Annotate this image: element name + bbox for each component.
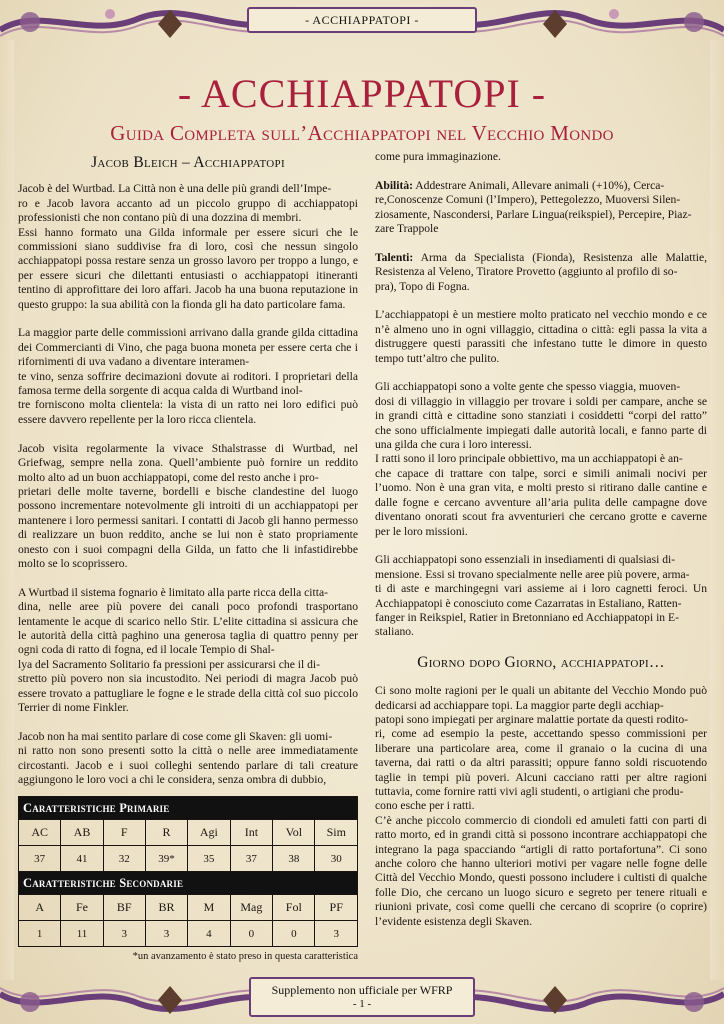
paragraph: Ci sono molte ragioni per le quali un abitante del Vecchio Mondo può dedicarsi ad acchiappare topi. La maggior parte degli acchiap- patopi sono impiegati per arginare malattie portate da questi rodito- ri, come ad esempio la peste, accettando spesso commissioni per liberare una particolare area, come il granaio o la cucina di una taverna, dai ratti o da altri parassiti; oppure fanno soldi riscuotendo taglie in tempi più poveri. Alcuni cacciano ratti per altre ragioni tuttavia, come fornire ratti vivi agli studenti, o artigiani che produ- cono esche per i ratti. [375, 684, 707, 813]
stat-label: Sim [315, 820, 358, 846]
left-edge-ornament [0, 40, 14, 980]
paragraph: A Wurtbad il sistema fognario è limitato alla parte ricca della citta- dina, nelle aree più povere dei canali poco profondi trasportano lentamente le acque di scarico nello Stir. L’elite cittadina si assicura che le autorità della città paghino una generosa taglia di quattro penny per ogni coda di ratto di fogna, ed il locale Tempio di Shal- lya del Sacramento Solitario fa pressioni per assicurarsi che il di- stretto più povero non sia incustodito. Nei periodi di magra Jacob può essere trovato a pattugliare le fogne e le strade della città col suo piccolo Terrier di nome Finkler. [18, 585, 358, 714]
secondary-stats-header: Caratteristiche Secondarie [19, 872, 358, 895]
primary-stats-header-row [19, 797, 358, 820]
stat-label: Int [230, 820, 273, 846]
abilities-text: Addestrare Animali, Allevare animali (+10%), Cerca- re,Conoscenze Comuni (l’Impero), Pettegolezzo, Muoversi Silen- ziosamente, Nascondersi, Parlare Lingua(reikspiel), Percepire, Piaz- zare Trappole [375, 178, 692, 236]
running-header: - ACCHIAPPATOPI - [305, 13, 419, 27]
stat-label: BR [145, 895, 187, 921]
stat-value: 0 [273, 921, 315, 947]
stat-value: 30 [315, 846, 358, 872]
stat-value: 1 [19, 921, 61, 947]
stat-value: 38 [273, 846, 315, 872]
stat-label: AC [19, 820, 61, 846]
secondary-stats-header-row [19, 872, 358, 895]
stat-label: R [145, 820, 187, 846]
stat-value: 0 [230, 921, 273, 947]
talents-text: Arma da Specialista (Fionda), Resistenza alle Malattie, Resistenza al Veleno, Tiratore Provetto (aggiunto al profilo di so- pra), Topo di Fogna. [375, 250, 707, 293]
paragraph: Jacob non ha mai sentito parlare di cose come gli Skaven: gli uomi- ni ratto non sono presenti sotto la città o nelle aree immediatamente circostanti. Jacob e i suoi colleghi sentendo parlare di tali creature aggiungono le loro voci a chi le considera, senza ombra di dubbio, [18, 729, 358, 786]
paragraph: La maggior parte delle commissioni arrivano dalla grande gilda cittadina dei Commercianti di Vino, che paga buona moneta per essere certa che i rifornimenti di uva vadano a diventare interamen- te vino, senza soffrire decimazioni dovute ai roditori. I proprietari della famosa terme della sorgente di acqua calda di Wurtband inol- tre forniscono molta clientela: la vista di un ratto nei loro edifici può essere davvero repellente per la loro ricca clientela. [18, 326, 358, 426]
top-ornamental-border [0, 0, 724, 56]
stat-value: 37 [19, 846, 61, 872]
stat-label: F [103, 820, 145, 846]
stat-label: PF [315, 895, 358, 921]
abilities-paragraph [375, 179, 707, 237]
stat-value: 35 [188, 846, 230, 872]
stat-value: 39* [145, 846, 187, 872]
paragraph: L’acchiappatopi è un mestiere molto praticato nel vecchio mondo e ce n’è almeno uno in ogni villaggio, cittadina o città: egli passa la vita a distruggere questi parassiti che infestano tutte le dimore in questo tempo tutt’altro che pulito. [375, 308, 707, 365]
abilities-label: Abilità: [375, 178, 414, 192]
talents-label: Talenti: [375, 250, 414, 264]
left-column [18, 150, 358, 787]
secondary-labels-row [19, 895, 358, 921]
stat-label: Agi [188, 820, 230, 846]
paragraph: I ratti sono il loro principale obbiettivo, ma un acchiappatopi è an- che capace di trattare con talpe, sorci e simili animali nocivi per l’uomo. Non è una gran vita, e molti presto si ritirano dalle cantine e dalle fogne e cercano avventure all’aria pulita delle campagne dove diventano onorati scout fra avventurieri che cercano grotte e caverne per le loro missioni. [375, 452, 707, 538]
section-heading-jacob: Jacob Bleich – Acchiappatopi [91, 154, 285, 171]
primary-labels-row [19, 820, 358, 846]
stats-footnote: *un avanzamento è stato preso in questa caratteristica [132, 951, 358, 962]
stats-table [18, 796, 358, 947]
primary-values-row [19, 846, 358, 872]
right-column [375, 150, 707, 929]
stat-value: 41 [61, 846, 103, 872]
paragraph: Gli acchiappatopi sono a volte gente che spesso viaggia, muoven- dosi di villaggio in villaggio per trovare i soldi per campare, anche se in grandi città e cittadine sono stanziati i cosiddetti “corpi del ratto” che sono ufficialmente impiegati dalle autorità locali, e fanno parte di una gilda che cura i loro interessi. [375, 380, 707, 452]
stat-value: 3 [315, 921, 358, 947]
stat-label: Vol [273, 820, 315, 846]
stat-label: Fol [273, 895, 315, 921]
stat-label: AB [61, 820, 103, 846]
stat-value: 3 [145, 921, 187, 947]
stat-value: 3 [103, 921, 145, 947]
paragraph: Gli acchiappatopi sono essenziali in insediamenti di qualsiasi di- mensione. Essi si trovano specialmente nelle aree più povere, arma- ti di aste e marchingegni vari assieme ai i loro cagnetti feroci. Un Acchiappatopi è conosciuto come Cazarratas in Estaliano, Ratten- fanger in Reikspiel, Ratier in Bretonniano ed Acchiappatopi in E- staliano. [375, 553, 707, 639]
paragraph: C’è anche piccolo commercio di ciondoli ed amuleti fatti con parti di ratto morto, ed in grandi città si possono incontrare acchiappatopi che integrano la paga spacciando “artigli di ratto portafortuna”. Ci sono anche coloro che hanno ulteriori motivi per vagare nelle fogne delle Città del Vecchio Mondo, questi possono includere i cultisti di qualche folle Dio, che cercano un luogo sicuro e segreto per tenere rituali e riunioni private, così come quelli che cercano di scoprire (o coprire) l’evidente esistenza degli Skaven. [375, 813, 707, 928]
stat-label: Fe [61, 895, 103, 921]
stat-value: 32 [103, 846, 145, 872]
talents-paragraph [375, 251, 707, 294]
page-subtitle: Guida Completa sull’Acchiappatopi nel Vecchio Mondo [110, 121, 614, 145]
paragraph: Jacob è del Wurtbad. La Città non è una delle più grandi dell’Impe- ro e Jacob lavora accanto ad un piccolo gruppo di acchiappatopi professionisti che non contano più di una dozzina di membri. Essi hanno formato una Gilda informale per essere sicuri che le commissioni siano suddivise fra di loro, così che nessun singolo acchiappatopi possa restare senza un grosso lavoro per troppo a lungo, e per essere sicuri che dilettanti entusiasti o acchiappatopi itineranti tentino di approfittare dei loro affari. Jacob ha una buona reputazione in questo gruppo: la sua abilità con la fionda gli ha dato particolare fama. [18, 182, 358, 311]
paragraph-continuation: come pura immaginazione. [375, 150, 501, 163]
stat-label: Mag [230, 895, 273, 921]
stat-value: 37 [230, 846, 273, 872]
page-title: - ACCHIAPPATOPI - [177, 71, 547, 116]
stat-label: M [188, 895, 230, 921]
page-number: - 1 - [352, 998, 372, 1010]
right-edge-ornament [710, 40, 724, 980]
stat-label: A [19, 895, 61, 921]
stat-value: 11 [61, 921, 103, 947]
section-heading-giorno: Giorno dopo Giorno, acchiappatopi… [417, 653, 665, 671]
secondary-values-row [19, 921, 358, 947]
paragraph: Jacob visita regolarmente la vivace Sthalstrasse di Wurtbad, nel Griefwag, sempre nella zona. Quell’ambiente può fornire un reddito molto alto ad un buon acchiappatopi, come del resto anche i pro- prietari delle molte taverne, bordelli e bische clandestine del luogo possono incrementare notevolmente gli introiti di un acchiappatopi per mantenere i loro permessi sanitari. I contatti di Jacob gli hanno permesso di realizzare un buon reddito, anche se lui non è stato propriamente onesto con i suoi compagni della Gilda, un fatto che li infastidirebbe molto se lo scoprissero. [18, 441, 358, 570]
footer-supplement-text: Supplemento non ufficiale per WFRP [271, 983, 453, 997]
primary-stats-header: Caratteristiche Primarie [19, 797, 358, 820]
stat-value: 4 [188, 921, 230, 947]
stat-label: BF [103, 895, 145, 921]
